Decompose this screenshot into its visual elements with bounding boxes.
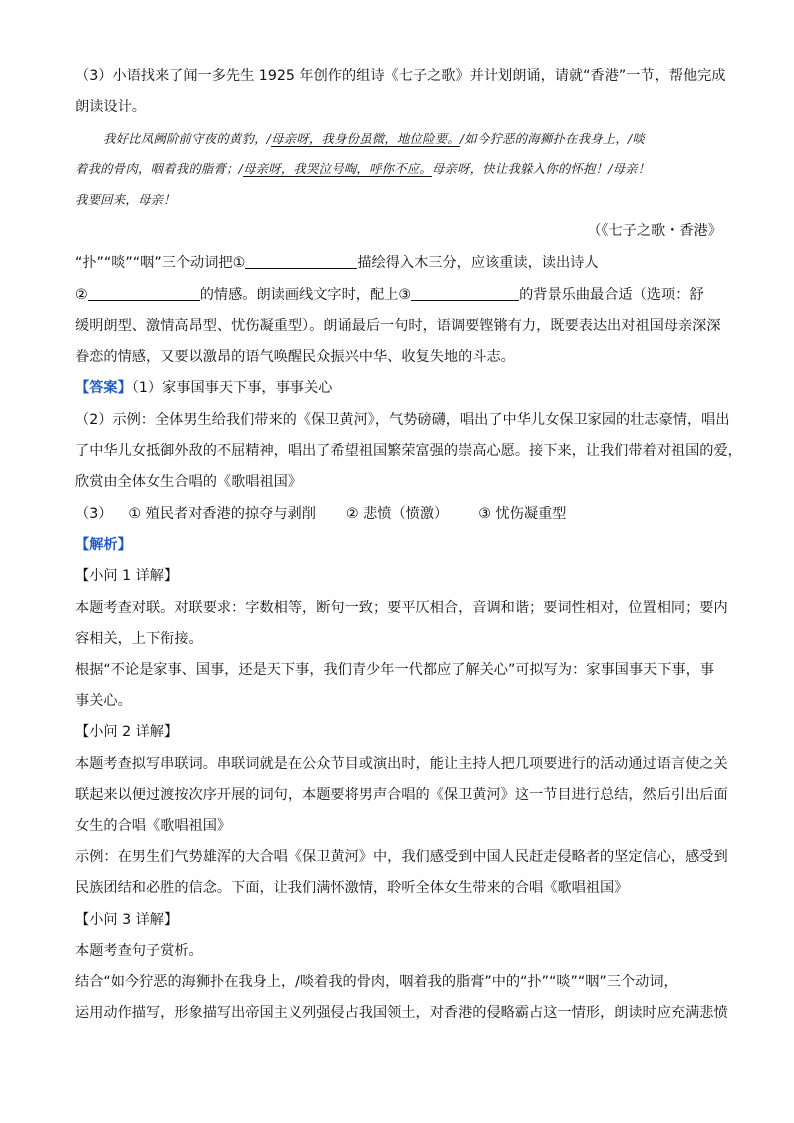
q3-line-1: （3）小语找来了闻一多先生 1925 年创作的组诗《七子之歌》并计划朗诵，请就“香港”一节，帮他完成 xyxy=(75,68,726,84)
answer-line-2: （2）示例：全体男生给我们带来的《保卫黄河》，气势磅礴，唱出了中华儿女保卫家园的壮志豪情，唱出 xyxy=(75,412,730,428)
analysis-s1-line-2: 容相关，上下衔接。 xyxy=(75,631,203,647)
answer-blank-2 xyxy=(88,285,200,301)
analysis-s3-line-3: 运用动作描写，形象描写出帝国主义列强侵占我国领土，对香港的侵略霸占这一情形，朗读时应充满悲愤 xyxy=(75,1005,728,1021)
poem-line-2: 着我的骨肉，咽着我的脂膏；/母亲呀，我哭泣号啕，呼你不应。母亲呀，快让我躲入你的怀抱！/母亲！ xyxy=(75,161,651,176)
poem-source: （《七子之歌・香港》 xyxy=(587,223,722,239)
underlined-text: 母亲呀，我身份虽微，地位险要。 xyxy=(271,131,460,146)
underlined-text: 母亲呀，我哭泣号啕，呼你不应。 xyxy=(243,161,432,176)
prompt-line-2: ② 的情感。朗读画线文字时，配上③ 的背景乐曲最合适（选项：舒 xyxy=(75,287,704,303)
poem-line-1: 我好比凤阙阶前守夜的黄豹，/母亲呀，我身份虽微，地位险要。/如今狞恶的海狮扑在我身上，/啖 xyxy=(103,131,645,146)
analysis-s2-line-5: 民族团结和必胜的信念。下面，让我们满怀激情，聆听全体女生带来的合唱《歌唱祖国》 xyxy=(75,880,629,896)
sub-question-1-title: 【小问 1 详解】 xyxy=(75,568,179,584)
answer-line-1: 【答案】（1）家事国事天下事，事事关心 xyxy=(75,380,333,396)
prompt-line-1: “扑”“啖”“咽”三个动词把① 描绘得入木三分，应该重读，读出诗人 xyxy=(75,255,599,271)
answer-line-4: 欣赏由全体女生合唱的《歌唱祖国》 xyxy=(75,474,303,490)
analysis-s1-line-3: 根据“不论是家事、国事，还是天下事，我们青少年一代都应了解关心”可拟写为：家事国事天下事，事 xyxy=(75,662,714,678)
answer-tag: 【答案】 xyxy=(75,380,132,396)
prompt-line-4: 眷恋的情感，又要以激昂的语气唤醒民众振兴中华、收复失地的斗志。 xyxy=(75,349,515,365)
analysis-s2-line-2: 联起来以便过渡按次序开展的词句，本题要将男声合唱的《保卫黄河》这一节目进行总结，然后引出后面 xyxy=(75,787,728,803)
answer-line-5: （3） ① 殖民者对香港的掠夺与剥削 ② 悲愤（愤激） ③ 忧伤凝重型 xyxy=(75,506,567,522)
answer-blank-1 xyxy=(245,253,357,269)
analysis-s2-line-1: 本题考查拟写串联词。串联词就是在公众节目或演出时，能让主持人把几项要进行的活动通过语言使之关 xyxy=(75,756,728,772)
answer-line-3: 了中华儿女抵御外敌的不屈精神，唱出了希望祖国繁荣富强的崇高心愿。接下来，让我们带着对祖国的爱， xyxy=(75,443,742,459)
sub-question-3-title: 【小问 3 详解】 xyxy=(75,912,179,928)
analysis-s1-line-4: 事关心。 xyxy=(75,693,132,709)
answer-blank-3 xyxy=(411,285,519,301)
analysis-s1-line-1: 本题考查对联。对联要求：字数相等，断句一致；要平仄相合，音调和谐；要词性相对，位置相同；要内 xyxy=(75,600,728,616)
analysis-s3-line-2: 结合“如今狞恶的海狮扑在我身上，/啖着我的骨肉，咽着我的脂膏”中的“扑”“啖”“咽”三个动词， xyxy=(75,974,678,990)
q3-line-2: 朗读设计。 xyxy=(75,99,146,115)
analysis-s3-line-1: 本题考查句子赏析。 xyxy=(75,943,203,959)
sub-question-2-title: 【小问 2 详解】 xyxy=(75,724,179,740)
analysis-s2-line-3: 女生的合唱《歌唱祖国》 xyxy=(75,818,232,834)
poem-line-3: 我要回来，母亲！ xyxy=(75,192,176,207)
analysis-s2-line-4: 示例：在男生们气势雄浑的大合唱《保卫黄河》中，我们感受到中国人民赶走侵略者的坚定信心，感受到 xyxy=(75,849,728,865)
prompt-line-3: 缓明朗型、激情高昂型、忧伤凝重型）。朗诵最后一句时，语调要铿锵有力，既要表达出对祖国母亲深深 xyxy=(75,318,721,334)
analysis-tag: 【解析】 xyxy=(75,537,132,553)
